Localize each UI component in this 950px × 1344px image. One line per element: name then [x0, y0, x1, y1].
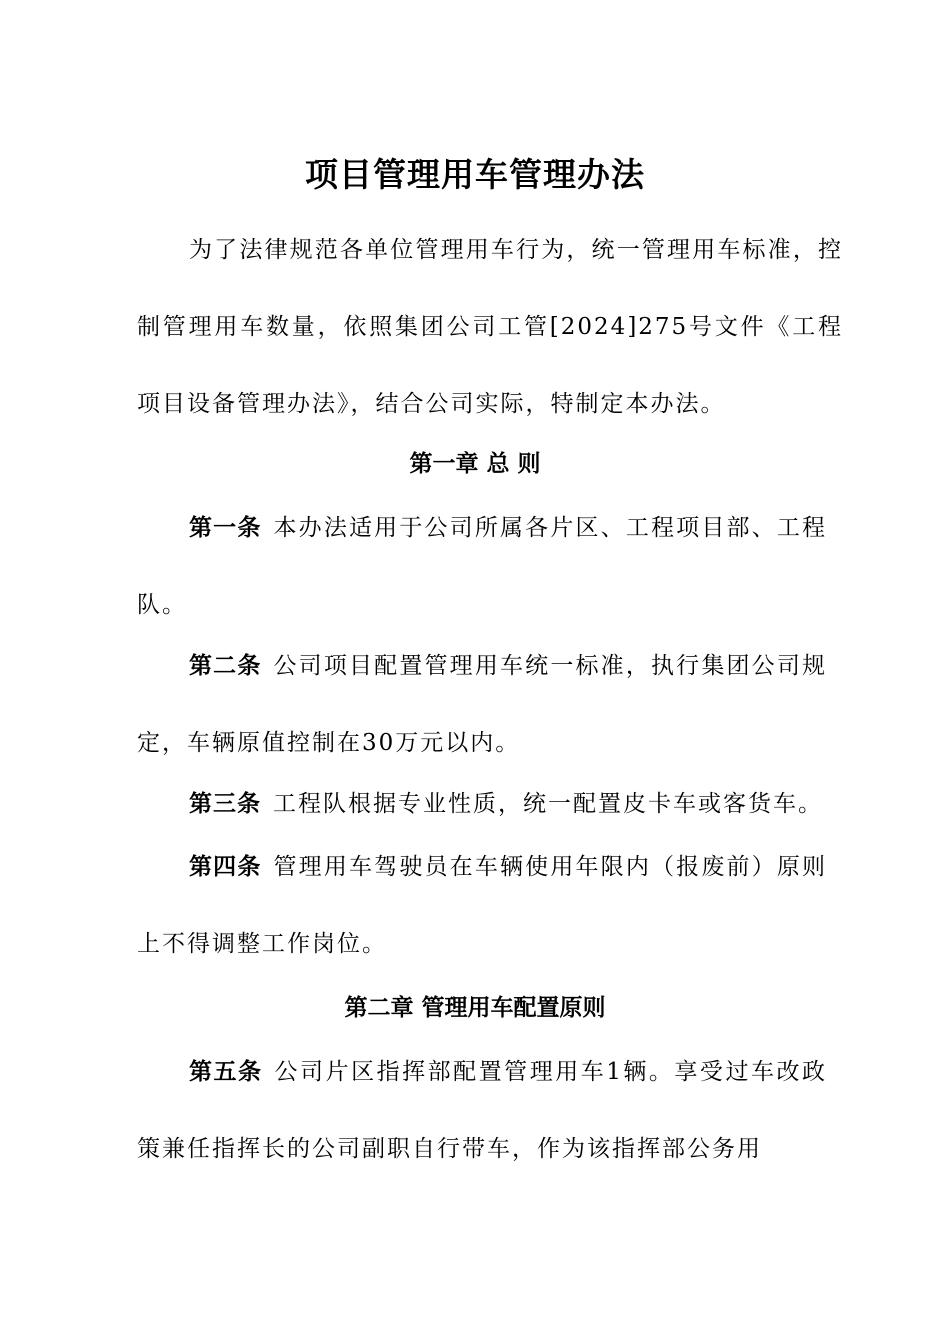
chapter-heading: 第一章 总 则 [409, 451, 541, 477]
article-label: 第四条 [189, 854, 262, 880]
article-text: 管理用车驾驶员在车辆使用年限内（报废前）原则上不得调整工作岗位。 [137, 854, 827, 957]
article-text: 本办法适用于公司所属各片区、工程项目部、工程队。 [137, 515, 827, 618]
article-paragraph [137, 490, 827, 644]
article-text: 公司项目配置管理用车统一标准，执行集团公司规定，车辆原值控制在30万元以内。 [137, 653, 827, 756]
document-title: 项目管理用车管理办法 [305, 155, 645, 194]
article-text: 公司片区指挥部配置管理用车1辆。享受过车改政策兼任指挥长的公司副职自行带车，作为该指挥部公务用 [137, 1059, 827, 1162]
article-text: 工程队根据专业性质，统一配置皮卡车或客货车。 [273, 791, 823, 817]
article-paragraph [137, 1034, 827, 1188]
article-paragraph [137, 628, 827, 782]
article-paragraph [137, 829, 827, 983]
intro-paragraph: 为了法律规范各单位管理用车行为，统一管理用车标准，控制管理用车数量，依照集团公司工管[2024]275号文件《工程项目设备管理办法》，结合公司实际，特制定本办法。 [137, 237, 843, 417]
article-label: 第三条 [189, 791, 261, 817]
article-label: 第一条 [189, 515, 262, 541]
article-label: 第二条 [189, 653, 262, 679]
article-label: 第五条 [189, 1059, 263, 1085]
chapter-heading: 第二章 管理用车配置原则 [344, 995, 606, 1021]
